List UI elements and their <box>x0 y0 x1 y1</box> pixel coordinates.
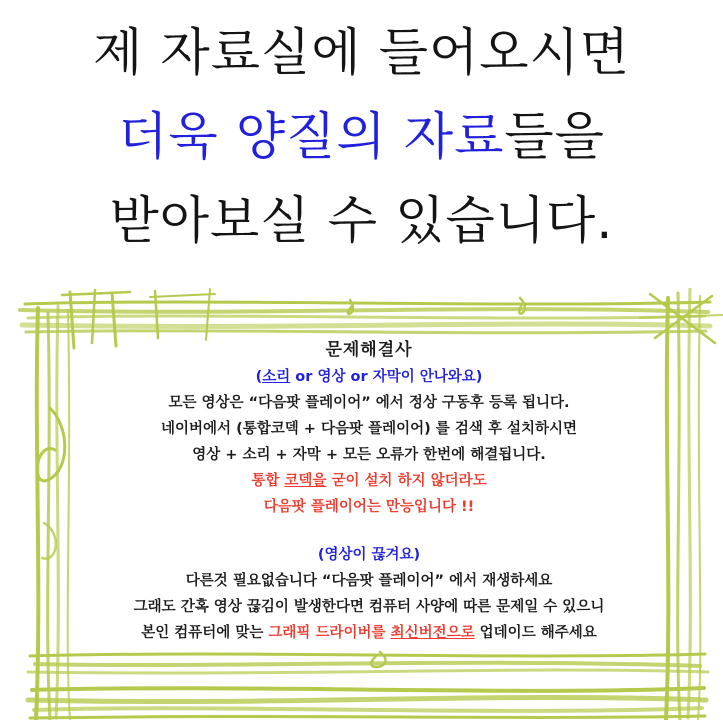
headline-line3: 받아보실 수 있습니다. <box>109 192 614 251</box>
section2-line3-black1: 본인 컴퓨터에 맞는 <box>141 625 269 641</box>
section2-line3-black2: 업데이드 해주세요 <box>474 625 597 641</box>
section1-red1-rest: 굳이 설치 하지 않더라도 <box>326 473 487 489</box>
section1-red1-start: 통합 <box>251 473 285 489</box>
headline-line1: 제 자료실에 들어오시면 <box>92 24 631 83</box>
notice-title: 문제해결사 <box>325 340 413 360</box>
headline-line2-highlight: 더욱 양질의 자료 <box>118 108 505 167</box>
section1-line1: 모든 영상은 “다음팟 플레이어” 에서 정상 구동후 등록 됩니다. <box>168 395 570 411</box>
section1-red-line1 <box>70 468 668 494</box>
section1-heading-rest: or 영상 or 자막이 안나와요) <box>290 369 483 385</box>
section2-heading: (영상이 끊겨요) <box>317 547 421 563</box>
section1-heading-underlined: 소리 <box>262 369 291 385</box>
section2-line1: 다른것 필요없습니다 “다음팟 플레이어” 에서 재생하세요 <box>185 573 553 589</box>
section2-line3-red: 그래픽 드라이버를 <box>268 625 391 641</box>
section1-red1-underlined: 코덱을 <box>284 473 327 489</box>
notice-box <box>0 288 723 720</box>
notice-box-content <box>70 336 668 646</box>
section1-heading-open: ( <box>255 369 263 385</box>
section1-heading <box>70 364 668 390</box>
section2-line2: 그래도 간혹 영상 끊김이 발생한다면 컴퓨터 사양에 따른 문제일 수 있으니 <box>133 599 605 615</box>
headline-line2-rest: 들을 <box>504 108 605 167</box>
section2-line3 <box>70 620 668 646</box>
headline-line2 <box>0 96 723 180</box>
section-divider-gap <box>70 520 668 542</box>
section1-red-line2: 다음팟 플레이어는 만능입니다 !! <box>263 499 475 515</box>
section1-line2: 네이버에서 (통합코덱 + 다음팟 플레이어) 를 검색 후 설치하시면 <box>161 421 577 437</box>
headline <box>0 0 723 264</box>
section2-line3-red-underlined: 최신버전으로 <box>390 625 475 641</box>
section1-line3: 영상 + 소리 + 자막 + 모든 오류가 한번에 해결됩니다. <box>192 447 546 463</box>
